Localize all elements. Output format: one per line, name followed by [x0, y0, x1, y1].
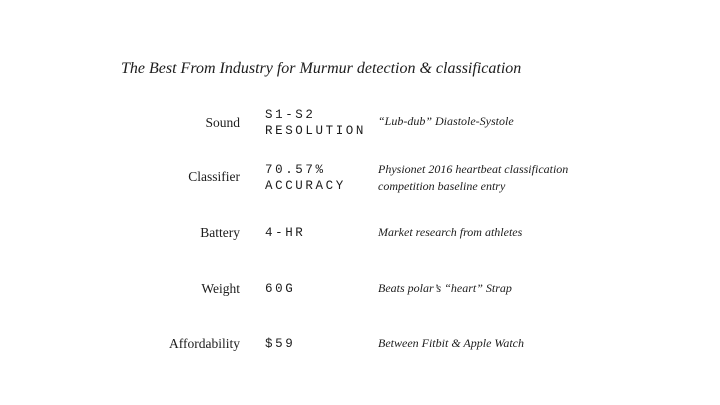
row-note: Market research from athletes	[378, 225, 523, 239]
row-value: 4-HR	[265, 226, 306, 240]
row-note: “Lub-dub” Diastole-Systole	[378, 114, 514, 128]
row-label: Battery	[200, 225, 240, 240]
row-label: Affordability	[169, 336, 240, 351]
row-label: Weight	[201, 281, 240, 296]
slide-title: The Best From Industry for Murmur detection & classification	[121, 60, 522, 77]
row-note: Physionet 2016 heartbeat classification competition baseline entry	[378, 162, 569, 193]
row-value: 70.57% ACCURACY	[265, 163, 346, 193]
row-note: Between Fitbit & Apple Watch	[378, 336, 524, 350]
row-label: Classifier	[188, 169, 240, 184]
row-value: S1-S2 RESOLUTION	[265, 108, 367, 138]
row-note: Beats polar’s “heart” Strap	[378, 281, 512, 295]
row-value: $59	[265, 337, 296, 351]
row-value: 60G	[265, 282, 296, 296]
row-label: Sound	[205, 115, 240, 130]
